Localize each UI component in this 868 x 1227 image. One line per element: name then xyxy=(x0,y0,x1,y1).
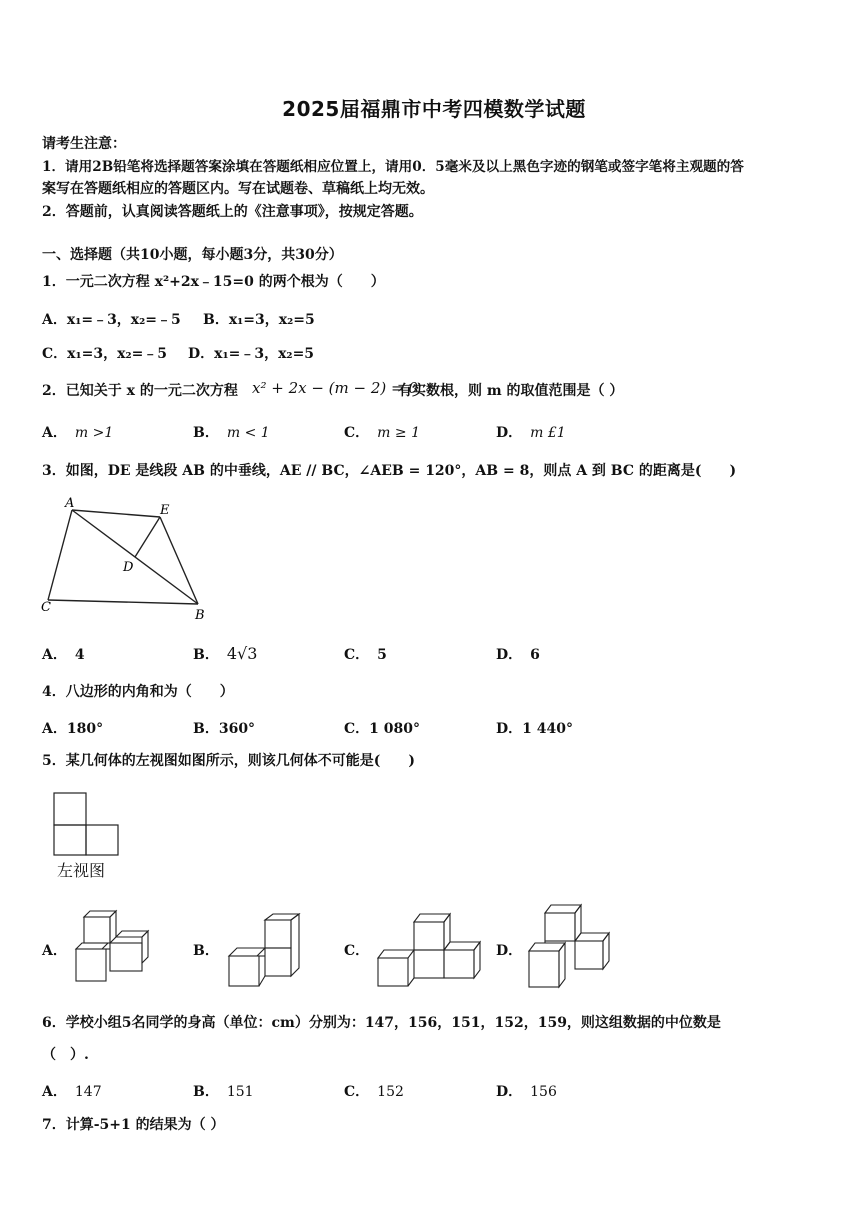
q2-option-a-value: m >1 xyxy=(74,425,114,441)
q5-option-b-solid xyxy=(225,912,305,990)
notice-heading: 请考生注意： xyxy=(42,136,126,152)
q2-option-d-label: D． xyxy=(496,425,523,441)
q1-option-b[interactable]: B．x₁=3，x₂=5 xyxy=(203,312,315,328)
q3-label-a: A xyxy=(65,496,75,511)
question-2-stem-pre: 2．已知关于 x 的一元二次方程 xyxy=(42,383,238,399)
q2-option-d[interactable] xyxy=(496,422,566,442)
q6-option-c-label: C． xyxy=(344,1084,370,1100)
q6-option-d-label: D． xyxy=(496,1084,523,1100)
q5-option-a-solid xyxy=(72,905,152,987)
q6-option-c-value: 152 xyxy=(377,1084,404,1100)
q5-option-c[interactable]: C． xyxy=(344,943,370,959)
q4-option-d[interactable]: D．1 440° xyxy=(496,721,573,737)
question-2-equation: x² + 2x − (m − 2) = 0 xyxy=(252,379,418,397)
q6-option-a[interactable] xyxy=(42,1081,102,1101)
question-5-stem: 5．某几何体的左视图如图所示，则该几何体不可能是( ) xyxy=(42,753,415,769)
q6-option-b-value: 151 xyxy=(226,1084,254,1100)
q2-option-a-label: A． xyxy=(42,425,67,441)
q4-option-a[interactable]: A．180° xyxy=(42,721,104,737)
q2-option-d-value: m £1 xyxy=(530,425,566,441)
question-7-stem: 7．计算-5+1 的结果为（ ） xyxy=(42,1117,225,1133)
q3-label-c: C xyxy=(41,600,51,615)
q2-option-a[interactable] xyxy=(42,422,113,442)
q6-option-b[interactable] xyxy=(193,1081,254,1101)
question-1-stem: 1．一元二次方程 x²+2x﹣15=0 的两个根为（ ） xyxy=(42,274,385,290)
q3-label-e: E xyxy=(160,503,170,518)
q4-option-c[interactable]: C．1 080° xyxy=(344,721,420,737)
q3-label-b: B xyxy=(195,608,205,623)
q6-option-c[interactable] xyxy=(344,1081,404,1101)
q3-option-d-value: 6 xyxy=(530,647,540,663)
question-3-stem: 3．如图，DE 是线段 AB 的中垂线，AE // BC，∠AEB = 120°，AB = 8，则点 A 到 BC 的距离是( ) xyxy=(42,463,737,479)
q3-option-a-value: 4 xyxy=(74,647,85,663)
q5-option-d[interactable]: D． xyxy=(496,943,523,959)
notice-line-1a: 1．请用2B铅笔将选择题答案涂填在答题纸相应位置上，请用0．5毫米及以上黑色字迹的钢笔或签字笔将主观题的答 xyxy=(42,159,744,175)
section-heading: 一、选择题（共10小题，每小题3分，共30分） xyxy=(42,247,343,263)
notice-line-1b: 案写在答题纸相应的答题区内。写在试题卷、草稿纸上均无效。 xyxy=(42,181,434,197)
question-2-stem-post: 有实数根，则 m 的取值范围是（ ） xyxy=(398,383,624,399)
q5-option-d-solid xyxy=(525,903,615,993)
question-6-stem-2: （ ）. xyxy=(42,1047,89,1063)
question-4-stem: 4．八边形的内角和为（ ） xyxy=(42,684,234,700)
q5-option-c-solid xyxy=(374,910,484,990)
q3-option-d[interactable] xyxy=(496,644,540,664)
q3-option-c-label: C． xyxy=(344,647,370,663)
q2-option-c[interactable] xyxy=(344,422,420,442)
q6-option-d-value: 156 xyxy=(530,1084,557,1100)
q2-option-c-value: m ≥ 1 xyxy=(377,425,420,441)
q3-option-b[interactable] xyxy=(193,644,257,664)
q5-option-a[interactable]: A． xyxy=(42,943,67,959)
q3-label-d: D xyxy=(123,560,134,575)
q6-option-b-label: B． xyxy=(193,1084,219,1100)
q3-option-c[interactable] xyxy=(344,644,387,664)
q3-figure xyxy=(38,494,218,624)
q4-option-b[interactable]: B．360° xyxy=(193,721,256,737)
q1-option-d[interactable]: D．x₁=﹣3，x₂=5 xyxy=(188,346,315,362)
question-6-stem: 6．学校小组5名同学的身高（单位：cm）分别为：147，156，151，152，159，则这组数据的中位数是 xyxy=(42,1015,721,1031)
q3-option-b-label: B． xyxy=(193,647,219,663)
q1-option-a[interactable]: A．x₁=﹣3，x₂=﹣5 xyxy=(42,312,181,328)
q6-option-d[interactable] xyxy=(496,1081,557,1101)
q2-option-b[interactable] xyxy=(193,422,270,442)
q2-option-b-value: m < 1 xyxy=(226,425,270,441)
q5-view-caption: 左视图 xyxy=(57,861,106,880)
q3-option-b-value: 4√3 xyxy=(226,644,258,663)
q2-option-c-label: C． xyxy=(344,425,370,441)
notice-line-2: 2．答题前，认真阅读答题纸上的《注意事项》，按规定答题。 xyxy=(42,204,423,220)
q2-option-b-label: B． xyxy=(193,425,219,441)
page-title: 2025届福鼎市中考四模数学试题 xyxy=(282,97,586,121)
q5-option-b[interactable]: B． xyxy=(193,943,219,959)
q1-option-c[interactable]: C．x₁=3，x₂=﹣5 xyxy=(42,346,168,362)
q6-option-a-value: 147 xyxy=(74,1084,102,1100)
q3-option-a-label: A． xyxy=(42,647,67,663)
q3-option-a[interactable] xyxy=(42,644,85,664)
q3-option-d-label: D． xyxy=(496,647,523,663)
q3-option-c-value: 5 xyxy=(377,647,387,663)
q6-option-a-label: A． xyxy=(42,1084,67,1100)
